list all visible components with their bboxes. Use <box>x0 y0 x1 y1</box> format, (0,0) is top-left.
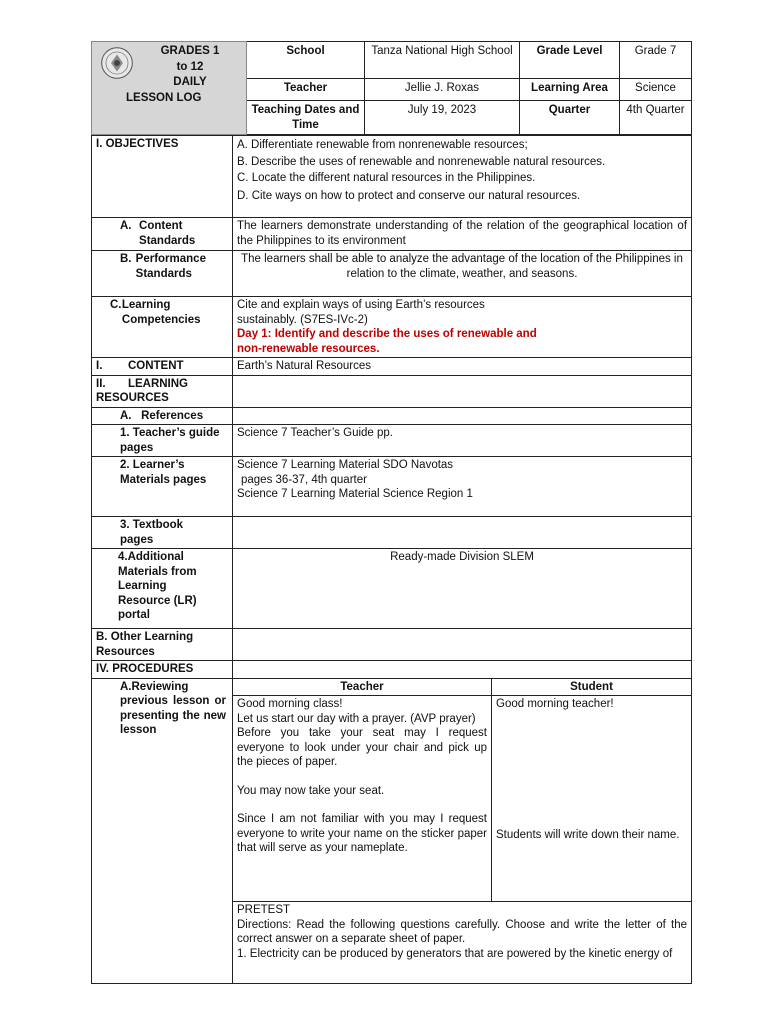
reviewing-label: A.Reviewing previous lesson or presenting the new lesson <box>120 680 226 736</box>
procedures-value <box>233 661 692 679</box>
teacher-line-1: Good morning class! <box>237 698 343 710</box>
competencies-day1: Day 1: Identify and describe the uses of renewable and non-renewable resources. <box>237 328 537 355</box>
competencies-title: Learning Competencies <box>121 299 201 326</box>
main-table <box>91 135 692 984</box>
learners-materials-line-1: Science 7 Learning Material SDO Navotas <box>237 459 454 471</box>
title-line-3: DAILY <box>173 76 207 88</box>
learning-resources-value <box>233 375 692 407</box>
grade-level-value: Grade 7 <box>620 42 692 79</box>
content-standards-text: The learners demonstrate understanding of the relation of the geographical location of the Philippines to its environment <box>233 218 692 251</box>
header-table <box>91 41 692 135</box>
pretest-cell <box>233 902 692 984</box>
teacher-column-header: Teacher <box>233 678 492 696</box>
title-line-2: to 12 <box>176 60 204 73</box>
student-dialogue-cell <box>492 696 692 902</box>
teacher-dialogue-cell <box>233 696 492 902</box>
title-line-1: GRADES 1 <box>160 45 220 57</box>
competencies-letter: C. <box>110 299 122 311</box>
additional-materials-value: Ready-made Division SLEM <box>233 549 692 629</box>
references-value <box>233 407 692 425</box>
learners-materials-label: 2. Learner’s Materials pages <box>92 457 233 517</box>
school-value: Tanza National High School <box>365 42 520 79</box>
teacher-label: Teacher <box>247 79 365 101</box>
teacher-line-5: Since I am not familiar with you may I request everyone to write your name on the sticker paper that will serve as your nameplate. <box>237 813 487 854</box>
learning-area-value: Science <box>620 79 692 101</box>
reviewing-label-cell <box>92 678 233 984</box>
school-label: School <box>247 42 365 79</box>
learners-materials-line-3: Science 7 Learning Material Science Region 1 <box>237 488 473 500</box>
textbook-label: 3. Textbook pages <box>92 517 233 549</box>
performance-standards-title: Performance Standards <box>135 253 206 280</box>
competencies-cell <box>233 297 692 358</box>
competencies-label <box>92 297 233 358</box>
student-line-1: Good morning teacher! <box>496 698 614 710</box>
teachers-guide-value: Science 7 Teacher’s Guide pp. <box>233 425 692 457</box>
teacher-line-3: Before you take your seat may I request everyone to look under your chair and pick up the pieces of paper. <box>237 727 487 768</box>
grade-level-label: Grade Level <box>520 42 620 79</box>
content-standards-title: Content Standards <box>139 220 196 247</box>
student-column-header: Student <box>492 678 692 696</box>
objective-b: B. Describe the uses of renewable and nonrenewable natural resources. <box>237 155 606 168</box>
teacher-line-4: You may now take your seat. <box>237 784 385 797</box>
references-label: A. References <box>92 407 233 425</box>
objectives-label: I. OBJECTIVES <box>92 136 233 218</box>
pretest-directions: Directions: Read the following questions carefully. Choose and write the letter of the correct answer on a separate sheet of paper. <box>237 918 688 945</box>
textbook-value <box>233 517 692 549</box>
performance-standards-label <box>92 251 233 297</box>
procedures-label: IV. PROCEDURES <box>92 661 233 679</box>
other-resources-value <box>233 629 692 661</box>
title-line-4: LESSON LOG <box>126 91 202 104</box>
additional-materials-label: 4.Additional Materials from Learning Resource (LR) portal <box>92 549 233 629</box>
quarter-value: 4th Quarter <box>620 101 692 135</box>
performance-standards-letter: B. <box>120 253 132 265</box>
objective-c: C. Locate the different natural resources in the Philippines. <box>237 172 536 184</box>
dates-value: July 19, 2023 <box>365 101 520 135</box>
lesson-log-page <box>91 41 691 984</box>
competencies-text: Cite and explain ways of using Earth’s resources sustainably. (S7ES-IVc-2) <box>237 299 485 326</box>
objective-d: D. Cite ways on how to protect and conserve our natural resources. <box>237 189 581 202</box>
other-resources-label: B. Other Learning Resources <box>92 629 233 661</box>
learners-materials-line-2: pages 36-37, 4th quarter <box>241 473 367 486</box>
student-line-2: Students will write down their name. <box>496 828 680 841</box>
performance-standards-text: The learners shall be able to analyze the advantage of the location of the Philippines in relation to the climate, weather, and seasons. <box>233 251 692 297</box>
dates-label: Teaching Dates and Time <box>247 101 365 135</box>
deped-seal-icon <box>100 46 134 80</box>
content-standards-letter: A. <box>120 220 132 232</box>
quarter-label: Quarter <box>520 101 620 135</box>
pretest-label: PRETEST <box>237 904 291 916</box>
pretest-question-1: 1. Electricity can be produced by generators that are powered by the kinetic energy of <box>237 947 673 960</box>
teacher-value: Jellie J. Roxas <box>365 79 520 101</box>
header-logo-cell <box>92 42 247 135</box>
content-standards-label <box>92 218 233 251</box>
learners-materials-cell <box>233 457 692 517</box>
objectives-cell <box>233 136 692 218</box>
content-label: I. CONTENT <box>92 358 233 376</box>
learning-area-label: Learning Area <box>520 79 620 101</box>
objective-a: A. Differentiate renewable from nonrenewable resources; <box>237 139 528 151</box>
teachers-guide-label: 1. Teacher’s guide pages <box>92 425 233 457</box>
learning-resources-label: II. LEARNING RESOURCES <box>92 375 233 407</box>
content-value: Earth’s Natural Resources <box>233 358 692 376</box>
teacher-line-2: Let us start our day with a prayer. (AVP prayer) <box>237 712 476 725</box>
